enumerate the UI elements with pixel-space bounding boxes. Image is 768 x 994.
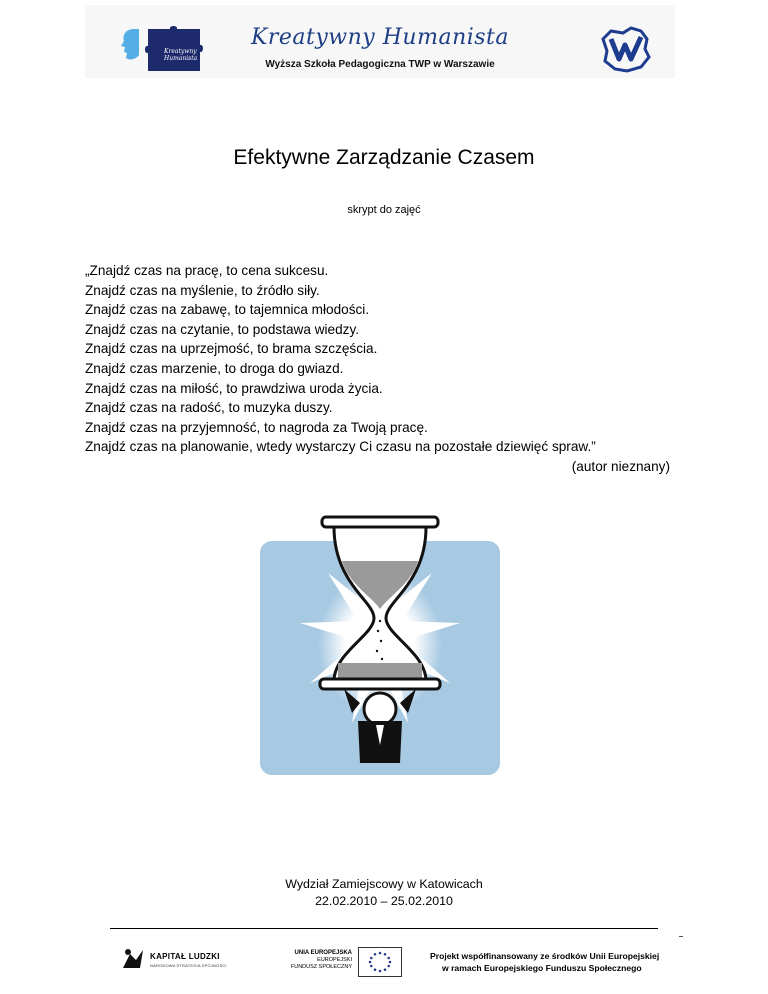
- eu-line-2: EUROPEJSKI: [317, 957, 352, 963]
- eu-line-1: UNIA EUROPEJSKA: [294, 950, 352, 956]
- quote-line: Znajdź czas na czytanie, to podstawa wiedzy.: [85, 321, 360, 337]
- project-line-2: w ramach Europejskiego Funduszu Społecznego: [442, 963, 642, 973]
- brand-subtitle: Wyższa Szkoła Pedagogiczna TWP w Warszawie: [265, 59, 495, 70]
- quote-author: (autor nieznany): [571, 458, 670, 474]
- quote-line: Znajdź czas na miłość, to prawdziwa uroda życia.: [85, 380, 383, 396]
- quote-line: „Znajdź czas na pracę, to cena sukcesu.: [85, 263, 329, 278]
- quote-block: [85, 261, 670, 477]
- footer-divider: [110, 928, 658, 929]
- faculty-name: Wydział Zamiejscowy w Katowicach: [285, 877, 483, 891]
- footer-mark: [679, 936, 683, 937]
- document-subtitle: skrypt do zajęć: [347, 204, 421, 216]
- quote-line: Znajdź czas na myślenie, to źródło siły.: [85, 282, 320, 298]
- quote-line: Znajdź czas na uprzejmość, to brama szczęścia.: [85, 341, 378, 357]
- eu-line-3: FUNDUSZ SPOŁECZNY: [290, 964, 352, 970]
- left-logo-text-2: Humanista: [164, 55, 198, 62]
- quote-line: Znajdź czas na zabawę, to tajemnica młodości.: [85, 302, 370, 318]
- kapital-ludzki-logo-icon: [120, 946, 146, 972]
- hourglass-man-icon: [260, 513, 500, 775]
- project-line-1: Projekt współfinansowany ze środków Unii Europejskiej: [430, 951, 660, 961]
- quote-line: Znajdź czas na przyjemność, to nagroda za Twoją pracę.: [85, 419, 428, 435]
- event-dates: 22.02.2010 – 25.02.2010: [315, 894, 453, 908]
- project-funding-note: [430, 950, 659, 974]
- quote-line: Znajdź czas na radość, to muzyka duszy.: [85, 400, 333, 416]
- document-title: Efektywne Zarządzanie Czasem: [233, 146, 535, 169]
- twp-logo-icon: [597, 25, 653, 75]
- quote-line: Znajdź czas na planowanie, wtedy wystarczy Ci czasu na pozostałe dziewięć spraw.”: [85, 439, 596, 455]
- kapital-ludzki-subtext: NARODOWA STRATEGIA SPÓJNOŚCI: [150, 963, 227, 968]
- eu-flag-icon: [358, 947, 402, 977]
- left-logo-text-1: Kreatywny: [164, 48, 197, 55]
- header-banner: [85, 5, 675, 78]
- quote-line: Znajdź czas marzenie, to droga do gwiazd.: [85, 360, 344, 376]
- kapital-ludzki-text: KAPITAŁ LUDZKI: [150, 952, 220, 961]
- footer-faculty-block: [0, 876, 768, 910]
- eu-label: [282, 950, 352, 971]
- brand-title: Kreatywny Humanista: [250, 25, 510, 50]
